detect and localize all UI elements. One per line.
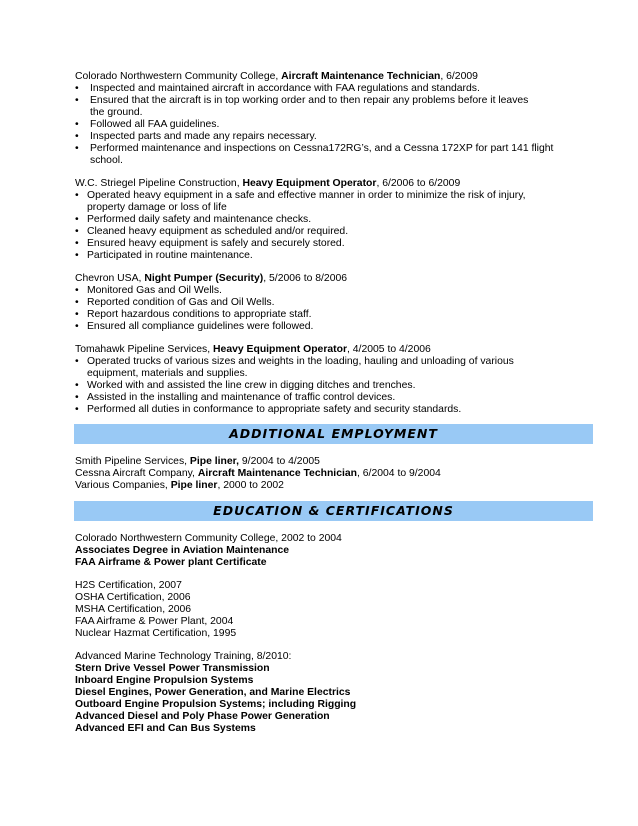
job-employer: Chevron USA, bbox=[75, 273, 145, 284]
certification-item: FAA Airframe & Power Plant, 2004 bbox=[75, 616, 234, 627]
education-faa-certificate: FAA Airframe & Power plant Certificate bbox=[75, 557, 267, 568]
job-bullet: • Participated in routine maintenance. bbox=[75, 250, 253, 261]
job-title: Heavy Equipment Operator bbox=[242, 178, 377, 189]
job-entry bbox=[75, 344, 570, 416]
job-dates: , 6/2006 to 6/2009 bbox=[376, 178, 461, 189]
education-college: Colorado Northwestern Community College, 2002 to 2004 bbox=[75, 533, 342, 544]
job-bullet: • Monitored Gas and Oil Wells. bbox=[75, 285, 222, 296]
job-header bbox=[75, 344, 570, 356]
job-header bbox=[75, 71, 570, 83]
resume-content bbox=[75, 71, 570, 735]
job-title: Aircraft Maintenance Technician bbox=[281, 71, 441, 82]
section-banner-additional-employment bbox=[74, 424, 593, 444]
job-bullet: • Worked with and assisted the line crew in digging ditches and trenches. bbox=[75, 380, 416, 391]
job-title: Night Pumper (Security) bbox=[144, 273, 264, 284]
certification-item: OSHA Certification, 2006 bbox=[75, 592, 191, 603]
job-bullet: • Performed maintenance and inspections on Cessna172RG’s, and a Cessna 172XP for part 141 flight school. bbox=[75, 143, 554, 166]
job-entry bbox=[75, 71, 570, 167]
job-bullet: • Ensured heavy equipment is safely and securely stored. bbox=[75, 238, 345, 249]
job-bullet: • Reported condition of Gas and Oil Wells. bbox=[75, 297, 275, 308]
job-entry bbox=[75, 273, 570, 333]
education-block bbox=[75, 533, 570, 735]
job-bullet: • Cleaned heavy equipment as scheduled and/or required. bbox=[75, 226, 349, 237]
additional-entry: Smith Pipeline Services, Pipe liner, 9/2004 to 4/2005 bbox=[75, 456, 320, 467]
section-heading: EDUCATION & CERTIFICATIONS bbox=[213, 503, 454, 518]
job-employer: Tomahawk Pipeline Services, bbox=[75, 344, 214, 355]
job-entry bbox=[75, 178, 570, 262]
section-heading: ADDITIONAL EMPLOYMENT bbox=[229, 426, 438, 441]
training-course: Diesel Engines, Power Generation, and Marine Electrics bbox=[75, 687, 351, 698]
job-header bbox=[75, 178, 570, 190]
job-header bbox=[75, 273, 570, 285]
training-course: Stern Drive Vessel Power Transmission bbox=[75, 663, 270, 674]
job-bullet-list bbox=[75, 83, 570, 167]
training-course: Inboard Engine Propulsion Systems bbox=[75, 675, 254, 686]
job-dates: , 4/2005 to 4/2006 bbox=[347, 344, 431, 355]
training-heading: Advanced Marine Technology Training, 8/2010: bbox=[75, 651, 292, 662]
job-dates: , 6/2009 bbox=[440, 71, 478, 82]
job-bullet: • Followed all FAA guidelines. bbox=[75, 119, 220, 130]
training-course: Advanced EFI and Can Bus Systems bbox=[75, 723, 256, 734]
job-bullet: • Performed daily safety and maintenance checks. bbox=[75, 214, 312, 225]
section-banner-education bbox=[74, 501, 593, 521]
education-degree: Associates Degree in Aviation Maintenance bbox=[75, 545, 290, 556]
certification-item: Nuclear Hazmat Certification, 1995 bbox=[75, 628, 237, 639]
job-employer: W.C. Striegel Pipeline Construction, bbox=[75, 178, 243, 189]
job-title: Heavy Equipment Operator bbox=[213, 344, 347, 355]
training-course: Outboard Engine Propulsion Systems; including Rigging bbox=[75, 699, 357, 710]
additional-employment-list bbox=[75, 456, 570, 492]
job-bullet: • Operated heavy equipment in a safe and effective manner in order to minimize the risk of injury, property damage or loss of life bbox=[75, 190, 526, 213]
job-bullet: • Ensured all compliance guidelines were followed. bbox=[75, 321, 314, 332]
job-bullet: • Report hazardous conditions to appropriate staff. bbox=[75, 309, 312, 320]
job-bullet: • Performed all duties in conformance to appropriate safety and security standards. bbox=[75, 404, 462, 415]
job-bullet: • Assisted in the installing and maintenance of traffic control devices. bbox=[75, 392, 396, 403]
job-bullet: • Ensured that the aircraft is in top working order and to then repair any problems before it leaves the ground. bbox=[75, 95, 529, 118]
certification-item: MSHA Certification, 2006 bbox=[75, 604, 192, 615]
job-bullet: • Inspected parts and made any repairs necessary. bbox=[75, 131, 317, 142]
additional-entry: Cessna Aircraft Company, Aircraft Maintenance Technician, 6/2004 to 9/2004 bbox=[75, 468, 441, 479]
additional-entry: Various Companies, Pipe liner, 2000 to 2002 bbox=[75, 480, 284, 491]
certification-item: H2S Certification, 2007 bbox=[75, 580, 182, 591]
job-bullet-list bbox=[75, 285, 570, 333]
job-bullet-list bbox=[75, 356, 570, 416]
job-employer: Colorado Northwestern Community College, bbox=[75, 71, 282, 82]
job-bullet: • Inspected and maintained aircraft in accordance with FAA regulations and standards. bbox=[75, 83, 480, 94]
training-course: Advanced Diesel and Poly Phase Power Generation bbox=[75, 711, 330, 722]
job-dates: , 5/2006 to 8/2006 bbox=[263, 273, 348, 284]
job-bullet-list bbox=[75, 190, 570, 262]
job-bullet: • Operated trucks of various sizes and weights in the loading, hauling and unloading of various equipment, materials and supplies. bbox=[75, 356, 514, 379]
